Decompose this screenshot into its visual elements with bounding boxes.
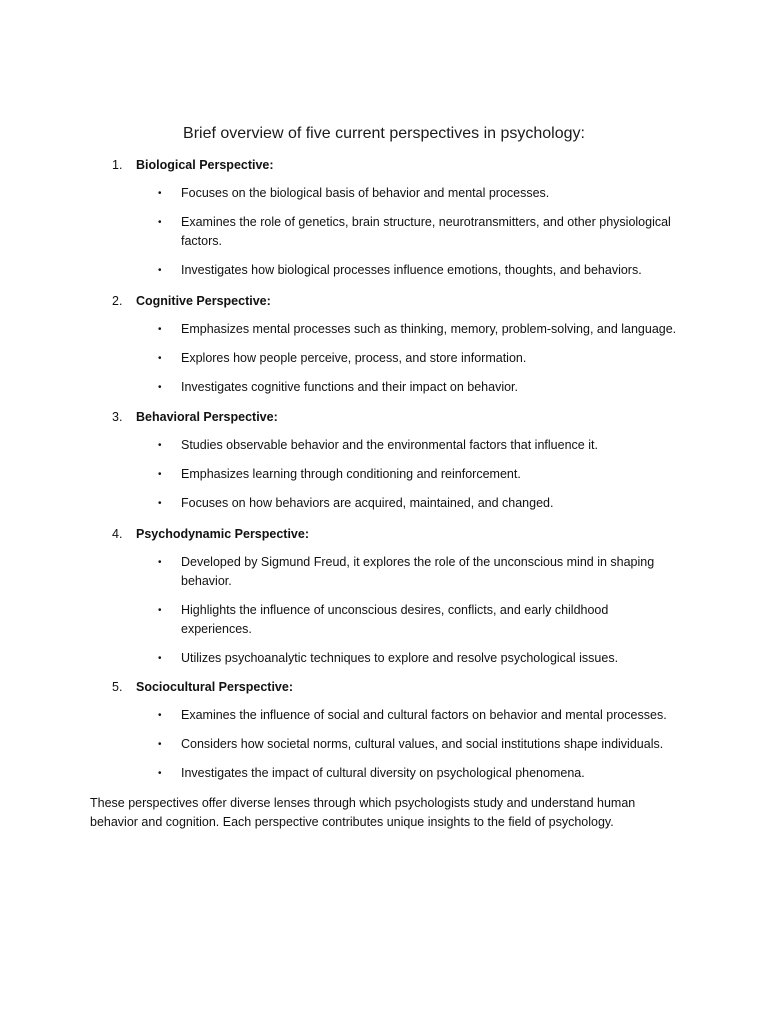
bullet-icon: • bbox=[158, 188, 162, 199]
list-item bbox=[0, 553, 768, 591]
section-number: 4. bbox=[112, 527, 123, 541]
list-item bbox=[0, 320, 768, 339]
bullet-icon: • bbox=[158, 440, 162, 451]
bullet-icon: • bbox=[158, 768, 162, 779]
bullet-text: Studies observable behavior and the environmental factors that influence it. bbox=[181, 438, 598, 452]
bullet-text: Explores how people perceive, process, and store information. bbox=[181, 351, 527, 365]
bullet-text: Investigates cognitive functions and their impact on behavior. bbox=[181, 380, 519, 394]
bullet-icon: • bbox=[158, 265, 162, 276]
section-heading bbox=[0, 523, 768, 545]
list-item bbox=[0, 706, 768, 725]
bullet-text: Considers how societal norms, cultural values, and social institutions shape individuals. bbox=[181, 737, 664, 751]
bullet-icon: • bbox=[158, 382, 162, 393]
bullet-text: Highlights the influence of unconscious desires, conflicts, and early childhood experiences. bbox=[181, 603, 609, 636]
section-number: 3. bbox=[112, 410, 123, 424]
section-label: Psychodynamic Perspective: bbox=[136, 527, 309, 541]
page-title: Brief overview of five current perspectives in psychology: bbox=[183, 125, 585, 142]
section-number: 5. bbox=[112, 680, 123, 694]
list-item bbox=[0, 436, 768, 455]
bullet-list bbox=[0, 184, 768, 280]
bullet-list bbox=[0, 436, 768, 513]
list-item bbox=[0, 184, 768, 203]
bullet-text: Focuses on the biological basis of behavior and mental processes. bbox=[181, 186, 550, 200]
bullet-text: Emphasizes learning through conditioning and reinforcement. bbox=[181, 467, 521, 481]
bullet-icon: • bbox=[158, 739, 162, 750]
list-item bbox=[0, 349, 768, 368]
section-heading bbox=[0, 154, 768, 176]
section-label: Behavioral Perspective: bbox=[136, 410, 278, 424]
section-heading bbox=[0, 676, 768, 698]
list-item bbox=[0, 764, 768, 783]
bullet-icon: • bbox=[158, 353, 162, 364]
section-number: 2. bbox=[112, 294, 123, 308]
bullet-text: Focuses on how behaviors are acquired, maintained, and changed. bbox=[181, 496, 554, 510]
bullet-icon: • bbox=[158, 469, 162, 480]
bullet-text: Investigates the impact of cultural diversity on psychological phenomena. bbox=[181, 766, 585, 780]
section-heading bbox=[0, 290, 768, 312]
bullet-text: Utilizes psychoanalytic techniques to explore and resolve psychological issues. bbox=[181, 651, 619, 665]
bullet-list bbox=[0, 706, 768, 783]
bullet-text: Developed by Sigmund Freud, it explores the role of the unconscious mind in shaping behavior. bbox=[181, 555, 655, 588]
bullet-icon: • bbox=[158, 217, 162, 228]
section-sociocultural bbox=[0, 676, 768, 783]
bullet-list bbox=[0, 553, 768, 668]
bullet-text: Examines the influence of social and cultural factors on behavior and mental processes. bbox=[181, 708, 667, 722]
bullet-icon: • bbox=[158, 557, 162, 568]
section-label: Cognitive Perspective: bbox=[136, 294, 271, 308]
section-number: 1. bbox=[112, 158, 123, 172]
list-item bbox=[0, 465, 768, 484]
list-item bbox=[0, 601, 768, 639]
section-heading bbox=[0, 406, 768, 428]
closing-paragraph: These perspectives offer diverse lenses through which psychologists study and understand human behavior and cognition. Each perspective contributes unique insights to the field of psychology. bbox=[90, 796, 636, 829]
section-label: Sociocultural Perspective: bbox=[136, 680, 294, 694]
section-cognitive bbox=[0, 290, 768, 397]
bullet-text: Examines the role of genetics, brain structure, neurotransmitters, and other physiological factors. bbox=[181, 215, 671, 248]
bullet-icon: • bbox=[158, 324, 162, 335]
list-item bbox=[0, 494, 768, 513]
list-item bbox=[0, 735, 768, 754]
bullet-icon: • bbox=[158, 653, 162, 664]
bullet-text: Emphasizes mental processes such as thinking, memory, problem-solving, and language. bbox=[181, 322, 677, 336]
section-behavioral bbox=[0, 406, 768, 513]
bullet-icon: • bbox=[158, 498, 162, 509]
list-item bbox=[0, 213, 768, 251]
section-label: Biological Perspective: bbox=[136, 158, 274, 172]
bullet-icon: • bbox=[158, 710, 162, 721]
section-psychodynamic bbox=[0, 523, 768, 668]
bullet-text: Investigates how biological processes influence emotions, thoughts, and behaviors. bbox=[181, 263, 642, 277]
bullet-list bbox=[0, 320, 768, 397]
bullet-icon: • bbox=[158, 605, 162, 616]
section-biological bbox=[0, 154, 768, 280]
list-item bbox=[0, 378, 768, 397]
list-item bbox=[0, 649, 768, 668]
list-item bbox=[0, 261, 768, 280]
